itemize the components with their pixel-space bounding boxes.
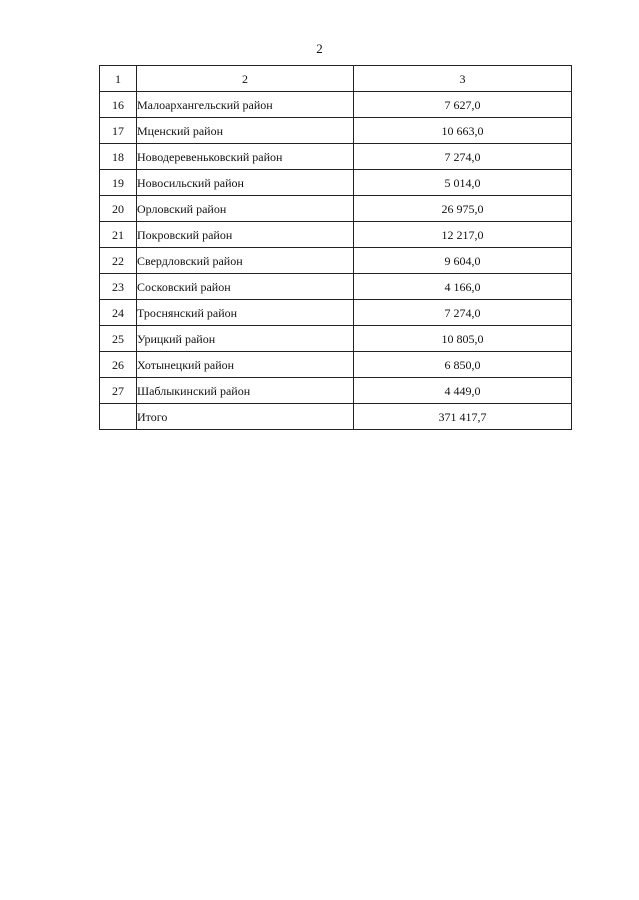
table-row — [100, 352, 572, 378]
district-name: Новосильский район — [137, 170, 354, 196]
district-name: Урицкий район — [137, 326, 354, 352]
row-number: 16 — [100, 92, 137, 118]
district-name: Сосковский район — [137, 274, 354, 300]
row-number: 20 — [100, 196, 137, 222]
column-header-2: 2 — [137, 66, 354, 92]
column-header-3: 3 — [354, 66, 572, 92]
district-name: Шаблыкинский район — [137, 378, 354, 404]
amount-value: 4 166,0 — [354, 274, 572, 300]
row-number: 23 — [100, 274, 137, 300]
table-row — [100, 144, 572, 170]
row-number: 24 — [100, 300, 137, 326]
amount-value: 7 274,0 — [354, 300, 572, 326]
district-name: Свердловский район — [137, 248, 354, 274]
amount-value: 10 805,0 — [354, 326, 572, 352]
table-row — [100, 300, 572, 326]
total-row-number — [100, 404, 137, 430]
district-name: Орловский район — [137, 196, 354, 222]
row-number: 19 — [100, 170, 137, 196]
table-row — [100, 274, 572, 300]
amount-value: 26 975,0 — [354, 196, 572, 222]
amount-value: 12 217,0 — [354, 222, 572, 248]
row-number: 27 — [100, 378, 137, 404]
row-number: 25 — [100, 326, 137, 352]
total-value: 371 417,7 — [354, 404, 572, 430]
amount-value: 9 604,0 — [354, 248, 572, 274]
table-header-row — [100, 66, 572, 92]
table-row — [100, 170, 572, 196]
district-name: Хотынецкий район — [137, 352, 354, 378]
column-header-1: 1 — [100, 66, 137, 92]
table-row — [100, 378, 572, 404]
table-row — [100, 118, 572, 144]
district-name: Малоархангельский район — [137, 92, 354, 118]
table-row — [100, 248, 572, 274]
table-row — [100, 326, 572, 352]
amount-value: 5 014,0 — [354, 170, 572, 196]
amount-value: 10 663,0 — [354, 118, 572, 144]
district-name: Мценский район — [137, 118, 354, 144]
row-number: 22 — [100, 248, 137, 274]
table-row — [100, 222, 572, 248]
district-name: Троснянский район — [137, 300, 354, 326]
table-row — [100, 196, 572, 222]
district-name: Новодеревеньковский район — [137, 144, 354, 170]
row-number: 17 — [100, 118, 137, 144]
district-name: Покровский район — [137, 222, 354, 248]
total-label: Итого — [137, 404, 354, 430]
data-table — [99, 65, 572, 430]
table-row — [100, 92, 572, 118]
row-number: 26 — [100, 352, 137, 378]
table-total-row — [100, 404, 572, 430]
row-number: 21 — [100, 222, 137, 248]
amount-value: 6 850,0 — [354, 352, 572, 378]
amount-value: 4 449,0 — [354, 378, 572, 404]
amount-value: 7 627,0 — [354, 92, 572, 118]
amount-value: 7 274,0 — [354, 144, 572, 170]
page-number: 2 — [316, 41, 323, 56]
row-number: 18 — [100, 144, 137, 170]
